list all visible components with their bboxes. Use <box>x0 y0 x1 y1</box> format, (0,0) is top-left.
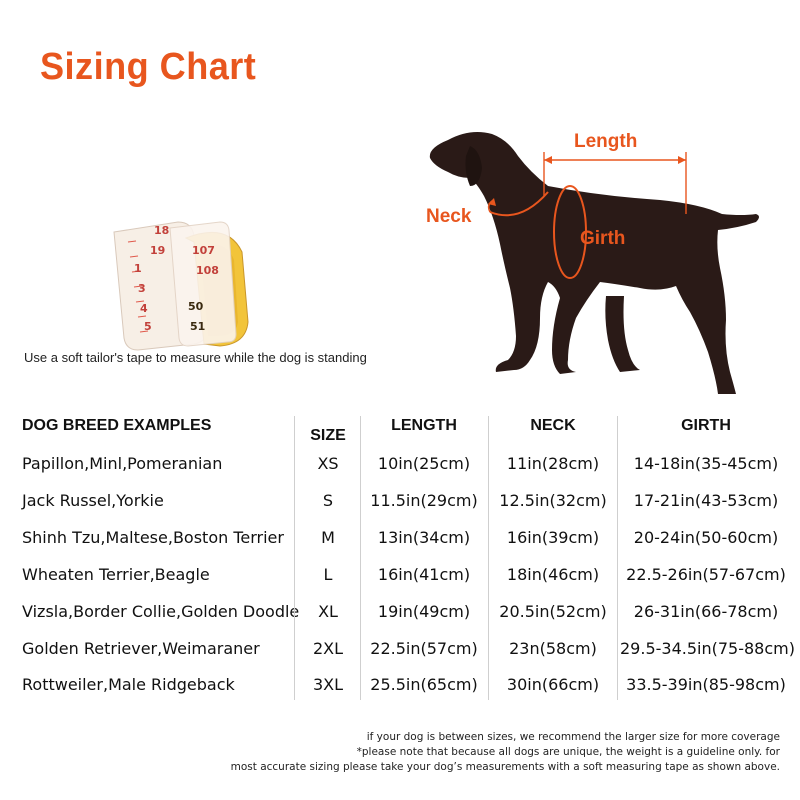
column-divider <box>488 416 489 700</box>
table-row <box>0 594 800 630</box>
tape-number: 1 <box>134 262 142 275</box>
header-breed: DOG BREED EXAMPLES <box>22 417 212 434</box>
tape-number: 107 <box>192 244 215 257</box>
table-row <box>0 520 800 556</box>
measuring-tape-image <box>108 212 258 352</box>
length-cell: 13in(34cm) <box>377 528 471 547</box>
girth-cell: 22.5-26in(57-67cm) <box>626 565 786 584</box>
neck-cell: 20.5in(52cm) <box>499 602 607 621</box>
breed-cell: Jack Russel,Yorkie <box>22 491 164 510</box>
length-cell: 16in(41cm) <box>377 565 471 584</box>
length-cell: 25.5in(65cm) <box>370 675 478 694</box>
table-row <box>0 557 800 593</box>
tape-number: 4 <box>140 302 148 315</box>
girth-cell: 17-21in(43-53cm) <box>633 491 779 510</box>
tape-number: 50 <box>188 300 204 313</box>
neck-cell: 18in(46cm) <box>506 565 600 584</box>
length-cell: 19in(49cm) <box>377 602 471 621</box>
length-cell: 11.5in(29cm) <box>370 491 478 510</box>
neck-cell: 16in(39cm) <box>506 528 600 547</box>
sizing-notes <box>231 730 780 775</box>
girth-cell: 20-24in(50-60cm) <box>633 528 779 547</box>
breed-cell: Wheaten Terrier,Beagle <box>22 565 210 584</box>
breed-cell: Golden Retriever,Weimaraner <box>22 639 260 658</box>
neck-label: Neck <box>426 206 472 227</box>
column-divider <box>617 416 618 700</box>
note-line: if your dog is between sizes, we recommend the larger size for more coverage <box>366 731 780 743</box>
girth-cell: 33.5-39in(85-98cm) <box>626 675 786 694</box>
table-row <box>0 446 800 482</box>
size-cell: XS <box>317 454 339 473</box>
breed-cell: Shinh Tzu,Maltese,Boston Terrier <box>22 528 284 547</box>
table-row <box>0 667 800 703</box>
size-cell: XL <box>318 602 338 621</box>
tape-number: 108 <box>196 264 219 277</box>
size-cell: S <box>322 491 334 510</box>
size-cell: 3XL <box>312 675 344 694</box>
tape-number: 18 <box>154 224 170 237</box>
tape-number: 51 <box>190 320 206 333</box>
breed-cell: Papillon,Minl,Pomeranian <box>22 454 223 473</box>
length-cell: 10in(25cm) <box>377 454 471 473</box>
tape-number: 19 <box>150 244 166 257</box>
girth-label: Girth <box>580 228 626 249</box>
table-header <box>0 408 800 444</box>
header-girth: GIRTH <box>681 417 731 434</box>
dog-silhouette <box>420 120 780 410</box>
neck-cell: 30in(66cm) <box>506 675 600 694</box>
girth-cell: 26-31in(66-78cm) <box>633 602 779 621</box>
tape-number: 3 <box>138 282 146 295</box>
girth-cell: 29.5-34.5in(75-88cm) <box>620 639 795 658</box>
breed-cell: Rottweiler,Male Ridgeback <box>22 675 235 694</box>
neck-cell: 12.5in(32cm) <box>499 491 607 510</box>
size-cell: L <box>323 565 333 584</box>
note-line: most accurate sizing please take your dog’s measurements with a soft measuring tape as shown above. <box>230 761 780 773</box>
tape-caption: Use a soft tailor's tape to measure while the dog is standing <box>24 350 367 365</box>
header-size: SIZE <box>310 427 346 444</box>
page-title: Sizing Chart <box>40 46 257 88</box>
length-cell: 22.5in(57cm) <box>370 639 478 658</box>
neck-cell: 11in(28cm) <box>506 454 600 473</box>
header-neck: NECK <box>530 417 576 434</box>
table-row <box>0 631 800 667</box>
table-row <box>0 483 800 519</box>
header-length: LENGTH <box>391 417 457 434</box>
column-divider <box>294 416 295 700</box>
neck-cell: 23n(58cm) <box>509 639 597 658</box>
size-cell: M <box>321 528 335 547</box>
length-label: Length <box>574 131 638 152</box>
tape-number: 5 <box>144 320 152 333</box>
size-cell: 2XL <box>312 639 344 658</box>
column-divider <box>360 416 361 700</box>
girth-cell: 14-18in(35-45cm) <box>633 454 779 473</box>
breed-cell: Vizsla,Border Collie,Golden Doodle <box>22 602 300 621</box>
note-line: *please note that because all dogs are unique, the weight is a guideline only. for <box>356 746 780 758</box>
